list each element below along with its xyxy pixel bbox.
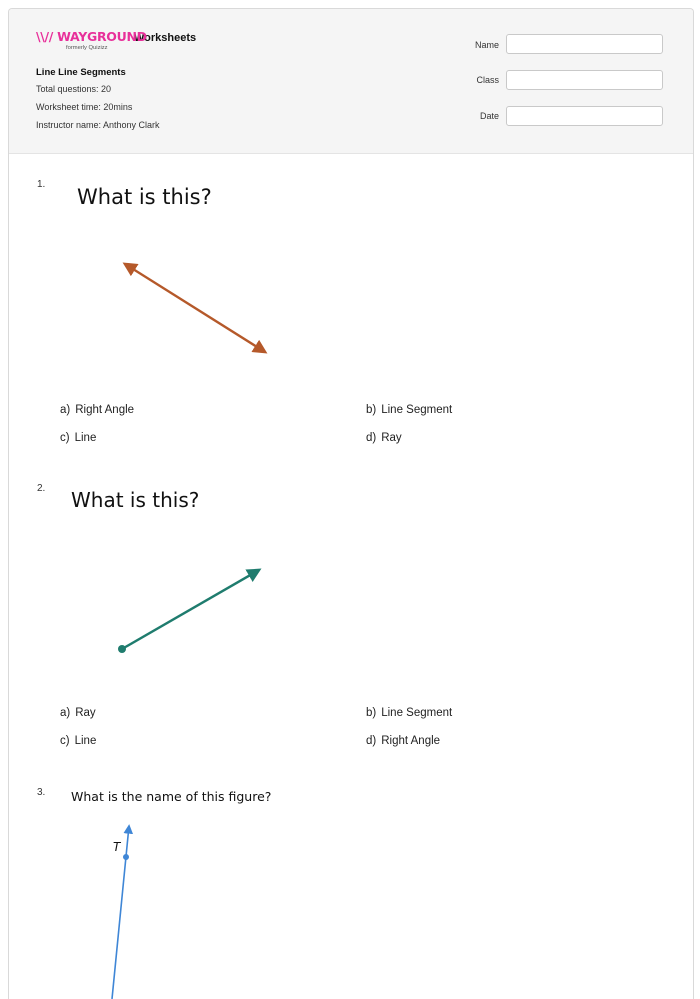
option-a[interactable]: [60, 404, 134, 416]
question-text: What is the name of this figure?: [71, 789, 272, 804]
option-letter: d): [366, 432, 377, 444]
option-c[interactable]: [60, 432, 96, 444]
option-b[interactable]: [366, 707, 452, 719]
option-letter: c): [60, 735, 70, 747]
worksheet-header: [9, 9, 693, 154]
date-field[interactable]: [506, 106, 663, 126]
worksheet-title: Line Line Segments: [36, 67, 126, 78]
line-figure: [109, 254, 279, 369]
option-letter: c): [60, 432, 70, 444]
option-b[interactable]: [366, 404, 452, 416]
worksheet-time: Worksheet time: 20mins: [36, 102, 133, 112]
option-c[interactable]: [60, 735, 96, 747]
question-text: What is this?: [77, 185, 212, 209]
logo-subtext: formerly Quizizz: [66, 45, 108, 51]
class-label: Class: [476, 75, 499, 85]
option-text: Line Segment: [381, 707, 453, 719]
worksheet-page: [8, 8, 694, 999]
option-letter: d): [366, 735, 377, 747]
line-with-arrows: [125, 264, 265, 352]
class-field[interactable]: [506, 70, 663, 90]
option-text: Ray: [381, 432, 402, 444]
ray-figure: [109, 559, 279, 659]
question-number: 1.: [37, 179, 46, 190]
option-letter: b): [366, 404, 377, 416]
line-through-point-figure: [104, 819, 164, 999]
name-field[interactable]: [506, 34, 663, 54]
question-number: 2.: [37, 483, 46, 494]
point-label: T: [113, 840, 121, 854]
date-label: Date: [479, 111, 499, 121]
point-t: [123, 854, 129, 860]
option-a[interactable]: [60, 707, 96, 719]
option-text: Line: [74, 735, 97, 747]
total-questions: Total questions: 20: [36, 84, 112, 94]
option-text: Line Segment: [381, 404, 453, 416]
brand: [36, 29, 196, 53]
option-text: Line: [74, 432, 97, 444]
wayground-logo: [36, 29, 147, 53]
brand-title: Worksheets: [134, 32, 197, 44]
option-letter: a): [60, 404, 71, 416]
ray-endpoint: [118, 645, 126, 653]
option-letter: a): [60, 707, 71, 719]
option-d[interactable]: [366, 735, 440, 747]
option-text: Right Angle: [75, 404, 135, 416]
instructor-name: Instructor name: Anthony Clark: [36, 120, 160, 130]
option-d[interactable]: [366, 432, 402, 444]
option-text: Ray: [75, 707, 96, 719]
logo-mark-icon: \\//: [36, 29, 54, 44]
question-text: What is this?: [71, 488, 200, 512]
question-number: 3.: [37, 787, 46, 798]
option-letter: b): [366, 707, 377, 719]
ray-line: [122, 570, 259, 649]
logo-wordmark: \\// WAYGROUND: [36, 29, 147, 44]
option-text: Right Angle: [381, 735, 441, 747]
name-label: Name: [474, 40, 499, 50]
